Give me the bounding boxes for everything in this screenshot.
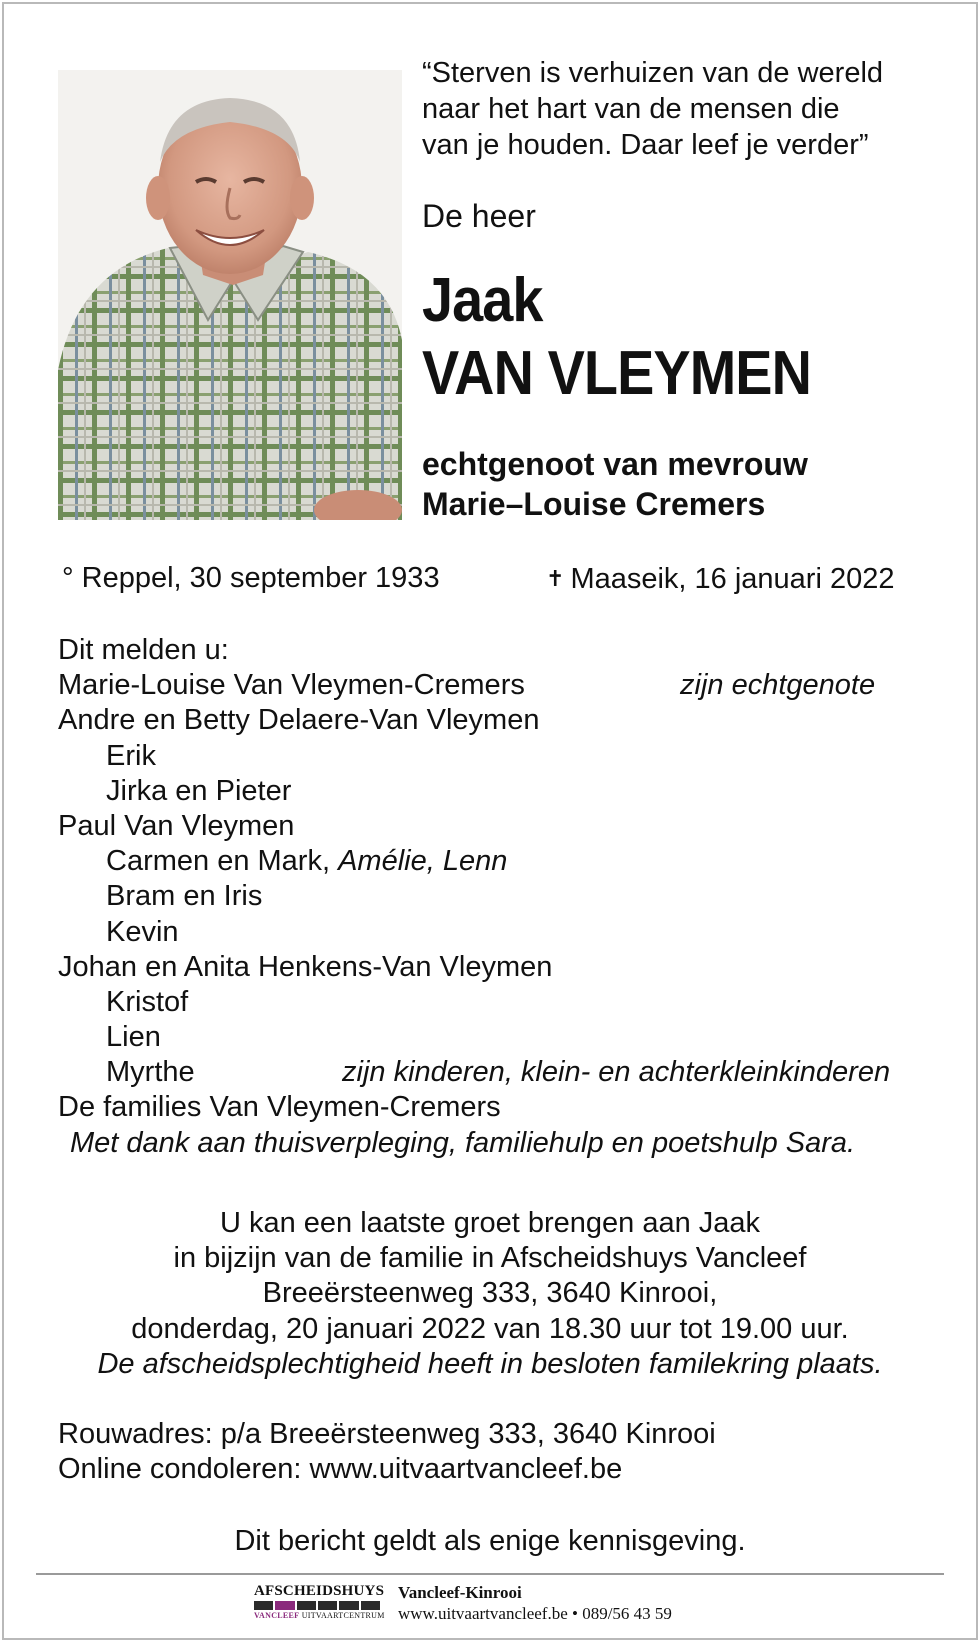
visitation-line-1: U kan een laatste groet brengen aan Jaak	[219, 1207, 761, 1239]
logo-sub-brand: VANCLEEF	[254, 1611, 300, 1620]
list-item: De families Van Vleymen-Cremers	[58, 1091, 501, 1124]
visitation-line-4: donderdag, 20 januari 2022 van 18.30 uur tot 19.00 uur.	[131, 1312, 849, 1345]
list-intro: Dit melden u:	[58, 634, 229, 666]
relation-label: zijn kinderen, klein- en achterkleinkinderen	[342, 1056, 891, 1089]
online-condolence: Online condoleren: www.uitvaartvancleef.be	[58, 1453, 623, 1485]
logo-title: AFSCHEIDSHUYS	[254, 1583, 385, 1599]
family-member-name: Marie-Louise Van Vleymen-Cremers	[58, 669, 525, 702]
family-member-name: Myrthe	[106, 1056, 195, 1089]
footer-divider	[36, 1573, 944, 1575]
mourning-address: Rouwadres: p/a Breeërsteenweg 333, 3640 Kinrooi	[58, 1418, 716, 1450]
thanks-line: Met dank aan thuisverpleging, familiehulp en poetshulp Sara.	[70, 1126, 856, 1159]
list-item: Kristof	[106, 985, 189, 1018]
notice-line	[0, 1524, 980, 1559]
quote-line-1: “Sterven is verhuizen van de wereld	[422, 57, 884, 89]
relation-label: zijn echtgenote	[680, 669, 876, 702]
list-item	[58, 668, 938, 703]
ceremony-note: De afscheidsplechtigheid heeft in besloten familekring plaats.	[97, 1347, 883, 1380]
logo-bars	[254, 1601, 380, 1610]
last-name: VAN VLEYMEN	[422, 339, 812, 408]
family-list	[58, 633, 938, 1161]
portrait-photo	[58, 70, 402, 520]
footer-company: Vancleef-Kinrooi	[398, 1583, 522, 1602]
list-item: Andre en Betty Delaere-Van Vleymen	[58, 704, 540, 737]
funeral-home-logo	[254, 1583, 385, 1623]
birth-info: ° Reppel, 30 september 1933	[62, 562, 440, 594]
cross-icon: ✝	[546, 566, 565, 591]
visitation-line-3: Breeërsteenweg 333, 3640 Kinrooi,	[262, 1277, 718, 1310]
quote-line-2: naar het hart van de mensen die	[422, 93, 840, 125]
spouse-info	[422, 444, 808, 524]
notice-text: Dit bericht geldt als enige kennisgeving.	[234, 1525, 746, 1557]
list-item: Kevin	[106, 915, 179, 948]
title-prefix: De heer	[422, 198, 536, 234]
footer-contact: www.uitvaartvancleef.be • 089/56 43 59	[398, 1604, 672, 1623]
first-name: Jaak	[422, 266, 543, 335]
logo-sub-text: UITVAARTCENTRUM	[301, 1611, 385, 1620]
list-item: Bram en Iris	[106, 880, 263, 913]
portrait-illustration	[58, 70, 402, 520]
logo-subtitle	[254, 1611, 385, 1621]
list-item: Paul Van Vleymen	[58, 809, 295, 842]
spouse-line-1: echtgenoot van mevrouw	[422, 446, 808, 482]
death-info	[546, 561, 894, 597]
grandchildren-names: Amélie, Lenn	[338, 845, 508, 878]
list-item: Lien	[106, 1021, 161, 1054]
spouse-line-2: Marie–Louise Cremers	[422, 486, 766, 522]
quote	[422, 55, 883, 163]
family-member-name: Carmen en Mark,	[106, 845, 331, 878]
quote-line-3: van je houden. Daar leef je verder”	[422, 129, 869, 161]
list-item: Johan en Anita Henkens-Van Vleymen	[58, 950, 553, 983]
visitation-info	[0, 1206, 980, 1382]
list-item	[58, 844, 938, 879]
list-item: Erik	[106, 739, 156, 772]
death-text: Maaseik, 16 januari 2022	[570, 563, 895, 595]
list-item	[58, 1055, 938, 1090]
list-item: Jirka en Pieter	[106, 774, 292, 807]
visitation-line-2: in bijzijn van de familie in Afscheidshuys Vancleef	[173, 1242, 807, 1275]
